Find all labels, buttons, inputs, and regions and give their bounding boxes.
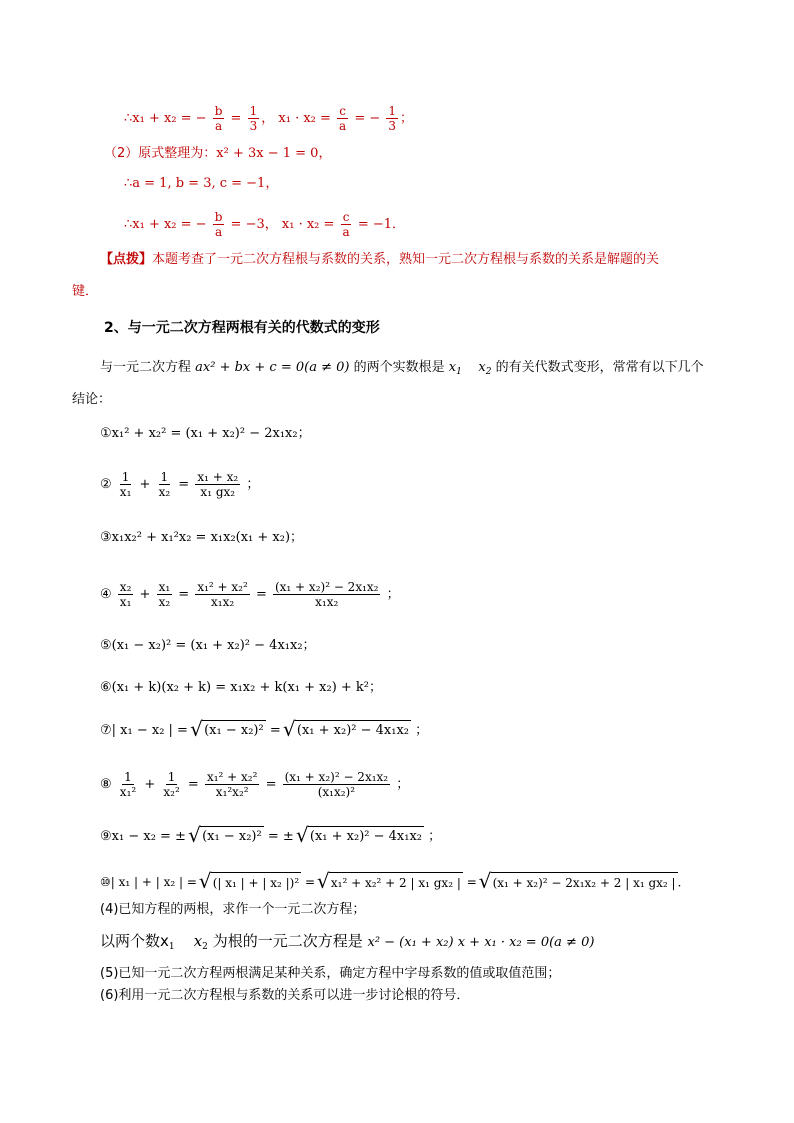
separator: ， — [261, 111, 275, 126]
prod-rhs: = −1． — [357, 217, 406, 232]
fraction-b-over-a: $\frac{b}{a}$ — [214, 104, 223, 133]
sum-lhs: x₁ + x₂ = − — [132, 111, 207, 126]
fraction-one-third-neg: $\frac{1}{3}$ — [388, 104, 397, 133]
fraction: $\frac{\text{x₁² + x₂²}}{\text{x₁x₂}}$ — [197, 580, 248, 609]
answer-line-1 — [124, 104, 413, 133]
answer-line-4 — [124, 210, 405, 239]
formula-1: ①x₁² + x₂² = (x₁ + x₂)² − 2x₁x₂； — [100, 426, 311, 441]
item-6: (6)利用一元二次方程根与系数的关系可以进一步讨论根的符号． — [100, 988, 470, 1003]
answer-part-2 — [104, 144, 331, 164]
fraction: $\frac{1}{\text{x₁²}}$ — [119, 770, 137, 799]
square-root: √ (x₁ − x₂)² — [192, 720, 266, 741]
marker: ⑧ — [100, 777, 112, 792]
formula-5: ⑤(x₁ − x₂)² = (x₁ + x₂)² − 4x₁x₂； — [100, 638, 316, 653]
fraction-c-over-a: $\frac{c}{a}$ — [342, 210, 350, 239]
sum-rhs: = −3， — [230, 217, 278, 232]
square-root: √ (x₁ − x₂)² — [190, 826, 264, 847]
prod-lhs: x₁ · x₂ = — [278, 111, 331, 126]
square-root: √ (| x₁ | + | x₂ |)² — [201, 872, 301, 893]
general-equation: ax² + bx + c = 0(a ≠ 0) — [195, 360, 350, 375]
fraction: $\frac{1}{\text{x₂}}$ — [158, 470, 171, 499]
part-2-label: （2）原式整理为： — [104, 146, 217, 161]
tip-line-2: 键． — [72, 284, 99, 299]
formula-7: ⑦| x₁ − x₂ | = √ (x₁ − x₂)² = √ (x₁ + x₂)² − 4x₁x₂ ； — [100, 720, 428, 741]
formula-2: ② $\frac{1}{\text{x₁}}$ + $\frac{1}{\text{x₂}}$ = $\frac{\text{x₁ + x₂}}{\text{x₁ gx₂}}$ ； — [100, 470, 260, 499]
marker: ⑥ — [100, 680, 112, 695]
root-2: $x_2$ — [478, 360, 492, 377]
answer-line-3: ∴a = 1, b = 3, c = −1， — [124, 176, 279, 191]
marker: ③ — [100, 530, 112, 545]
fraction: $\frac{\text{(x₁ + x₂)² − 2x₁x₂}}{\text{x₁x₂}}$ — [274, 580, 379, 609]
square-root: √ (x₁ + x₂)² − 4x₁x₂ — [285, 720, 411, 741]
marker: ⑩ — [100, 875, 111, 889]
fraction: $\frac{\text{x₁² + x₂²}}{\text{x₁²x₂²}}$ — [206, 770, 258, 799]
formula-8: ⑧ $\frac{1}{\text{x₁²}}$ + $\frac{1}{\text{x₂²}}$ = $\frac{\text{x₁² + x₂²}}{\text{x₁²x₂²}}$ = $\frac{\text{(x₁ + x₂)² − 2x₁x₂}}{\text{(x₁x₂)²}}$ ； — [100, 770, 410, 799]
formula-10: ⑩| x₁ | + | x₂ | = √ (| x₁ | + | x₂ |)² = √ x₁² + x₂² + 2 | x₁ gx₂ | = √ (x₁ + x₂)² − 2x₁x₂ + 2 | x₁ gx₂ | ． — [100, 872, 690, 893]
formula-3: ③x₁x₂² + x₁²x₂ = x₁x₂(x₁ + x₂)； — [100, 530, 304, 545]
section-heading: 2、与一元二次方程两根有关的代数式的变形 — [104, 320, 380, 336]
formula-4: ④ $\frac{\text{x₂}}{\text{x₁}}$ + $\frac{\text{x₁}}{\text{x₂}}$ = $\frac{\text{x₁² + x₂²}}{\text{x₁x₂}}$ = $\frac{\text{(x₁ + x₂)² − 2x₁x₂}}{\text{x₁x₂}}$ ； — [100, 580, 400, 609]
fraction: $\frac{\text{x₂}}{\text{x₁}}$ — [119, 580, 132, 609]
marker: ⑨ — [100, 829, 112, 844]
equals-minus: = − — [354, 111, 381, 126]
fraction: $\frac{\text{x₁ + x₂}}{\text{x₁ gx₂}}$ — [197, 470, 239, 499]
constructed-equation: x² − (x₁ + x₂) x + x₁ · x₂ = 0(a ≠ 0) — [367, 935, 595, 950]
tip-text: 本题考查了一元二次方程根与系数的关系，熟知一元二次方程根与系数的关系是解题的关 — [152, 252, 660, 267]
intro-line-1: 与一元二次方程 ax² + bx + c = 0(a ≠ 0) 的两个实数根是 $x_1$ $x_2$ 的有关代数式变形，常常有以下几个 — [100, 360, 704, 377]
square-root: √ (x₁ + x₂)² − 4x₁x₂ — [298, 826, 424, 847]
tip-label: 【点拨】 — [100, 252, 153, 267]
fraction: $\frac{\text{(x₁ + x₂)² − 2x₁x₂}}{\text{(x₁x₂)²}}$ — [284, 770, 389, 799]
fraction-b-over-a: $\frac{b}{a}$ — [214, 210, 223, 239]
prod-lhs: x₁ · x₂ = — [281, 217, 335, 232]
item-4: (4)已知方程的两根，求作一个一元二次方程； — [100, 902, 366, 917]
square-root: √ (x₁ + x₂)² − 2x₁x₂ + 2 | x₁ gx₂ | — [481, 872, 678, 893]
square-root: √ x₁² + x₂² + 2 | x₁ gx₂ | — [319, 872, 463, 893]
marker: ② — [100, 477, 112, 492]
therefore-symbol: ∴ — [124, 111, 133, 126]
formula-9: ⑨x₁ − x₂ = ± √ (x₁ − x₂)² = ± √ (x₁ + x₂)² − 4x₁x₂ ； — [100, 826, 441, 847]
marker: ④ — [100, 587, 112, 602]
sum-lhs: ∴x₁ + x₂ = − — [124, 217, 207, 232]
root-1: $x_1$ — [448, 360, 462, 377]
part-2-equation: x² + 3x − 1 = 0， — [216, 146, 332, 161]
semicolon: ； — [400, 111, 414, 126]
marker: ① — [100, 426, 112, 441]
equals: = — [230, 111, 242, 126]
fraction-one-third: $\frac{1}{3}$ — [249, 104, 258, 133]
fraction: $\frac{\text{x₁}}{\text{x₂}}$ — [158, 580, 171, 609]
formula-6: ⑥(x₁ + k)(x₂ + k) = x₁x₂ + k(x₁ + x₂) + k²； — [100, 680, 383, 695]
tip-line-1 — [100, 250, 659, 270]
intro-line-2: 结论： — [72, 392, 112, 407]
fraction: $\frac{1}{\text{x₁}}$ — [119, 470, 132, 499]
item-5: (5)已知一元二次方程两根满足某种关系，确定方程中字母系数的值或取值范围； — [100, 966, 561, 981]
fraction: $\frac{1}{\text{x₂²}}$ — [163, 770, 180, 799]
item-4-sub: 以两个数$x_1$ $x_2$ 为根的一元二次方程是 x² − (x₁ + x₂) x + x₁ · x₂ = 0(a ≠ 0) — [100, 932, 595, 952]
marker: ⑦ — [100, 723, 112, 738]
marker: ⑤ — [100, 638, 112, 653]
fraction-c-over-a: $\frac{c}{a}$ — [339, 104, 347, 133]
